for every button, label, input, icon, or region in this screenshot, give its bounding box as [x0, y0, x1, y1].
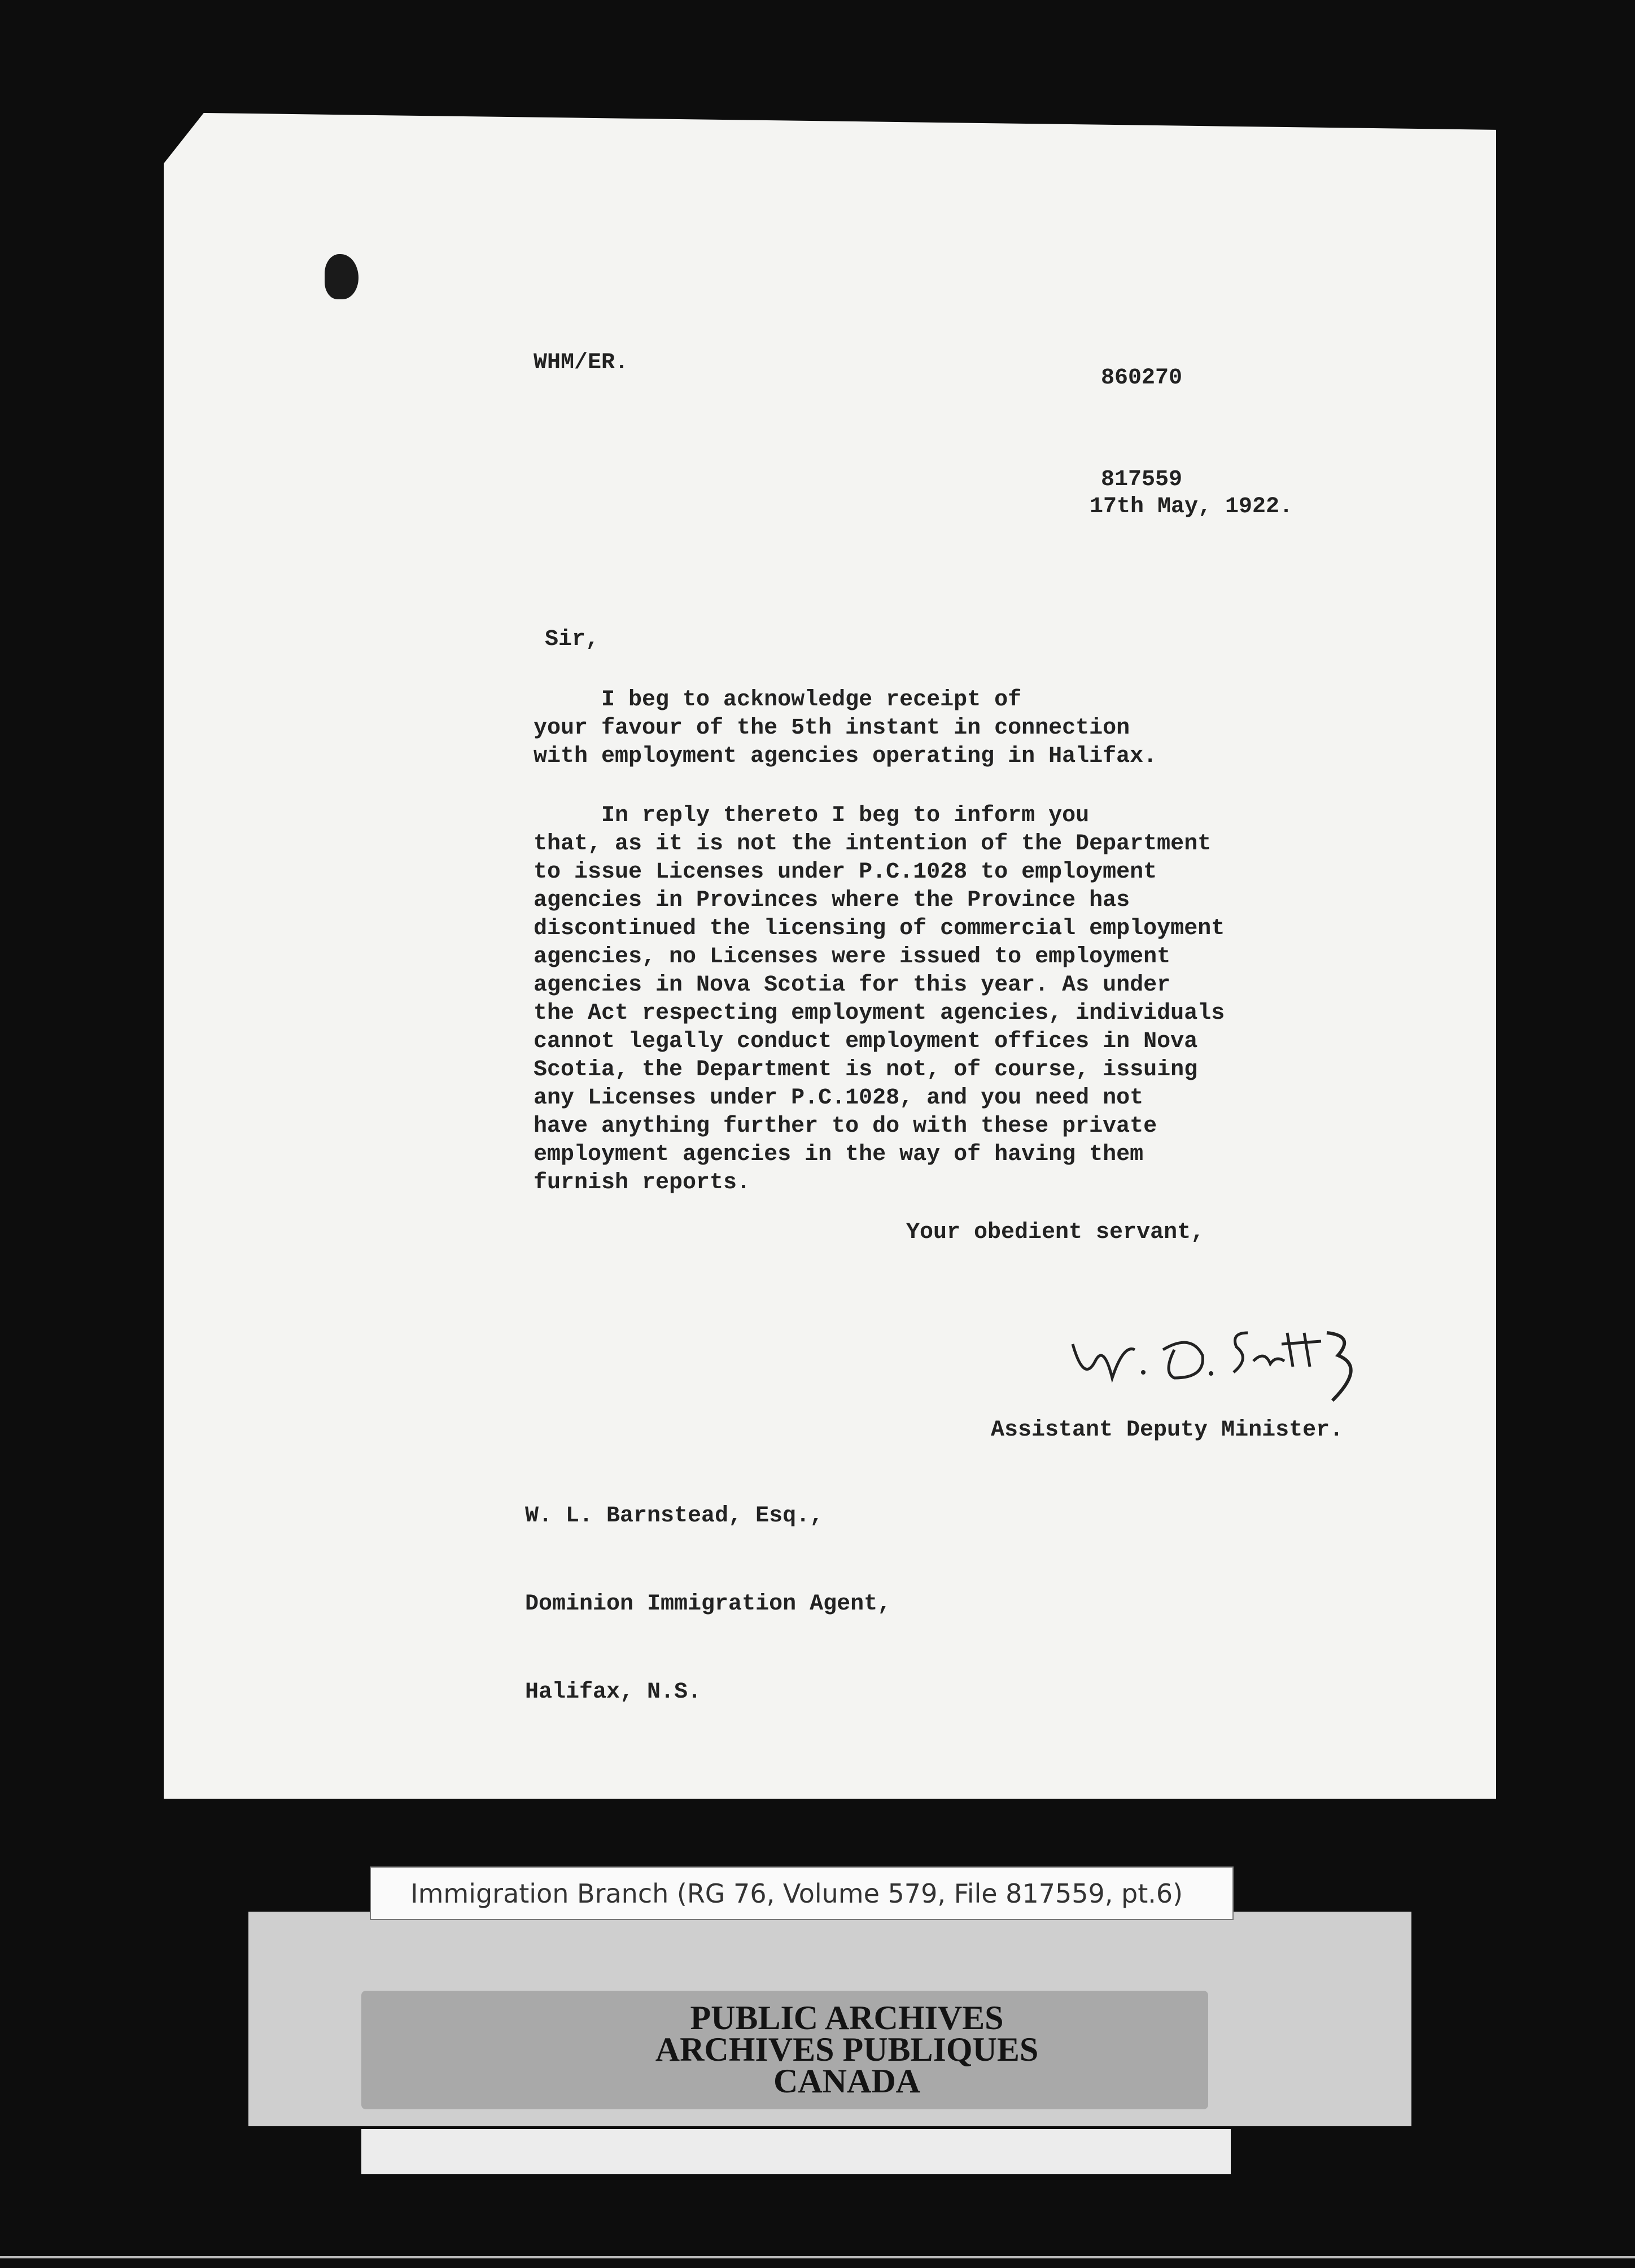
- body-line: agencies in Nova Scotia for this year. As under: [534, 972, 1171, 998]
- paragraph-acknowledgement: [534, 686, 1426, 771]
- typist-initials: WHM/ER.: [534, 350, 629, 376]
- addressee-line: Dominion Immigration Agent,: [525, 1591, 891, 1617]
- salutation: Sir,: [545, 627, 600, 652]
- punch-hole-mark: [325, 254, 359, 299]
- archive-stamp: [593, 1999, 1101, 2100]
- signer-title: Assistant Deputy Minister.: [991, 1418, 1344, 1443]
- addressee-block: [525, 1443, 891, 1737]
- letter-date: 17th May, 1922.: [1090, 494, 1293, 520]
- body-line: have anything further to do with these private: [534, 1114, 1157, 1139]
- body-line: your favour of the 5th instant in connection: [534, 716, 1130, 741]
- closing: Your obedient servant,: [906, 1220, 1205, 1245]
- body-line: Scotia, the Department is not, of course, issuing: [534, 1057, 1198, 1083]
- body-line: cannot legally conduct employment offices in Nova: [534, 1029, 1198, 1054]
- bottom-paper-strip: [361, 2129, 1231, 2174]
- addressee-line: Halifax, N.S.: [525, 1680, 702, 1705]
- file-ref-2: 817559: [1101, 467, 1183, 492]
- body-line: with employment agencies operating in Halifax.: [534, 744, 1157, 769]
- body-line: to issue Licenses under P.C.1028 to employment: [534, 860, 1157, 885]
- body-line: that, as it is not the intention of the Department: [534, 831, 1212, 857]
- body-line: discontinued the licensing of commercial employment: [534, 916, 1225, 941]
- body-line: agencies, no Licenses were issued to employment: [534, 944, 1171, 970]
- body-line: any Licenses under P.C.1028, and you need not: [534, 1085, 1144, 1111]
- body-line: agencies in Provinces where the Province has: [534, 888, 1130, 913]
- bottom-border-line: [0, 2256, 1635, 2258]
- stamp-line: ARCHIVES PUBLIQUES: [655, 2031, 1039, 2068]
- body-line: the Act respecting employment agencies, individuals: [534, 1001, 1225, 1026]
- stamp-line: CANADA: [773, 2062, 920, 2100]
- file-ref-1: 860270: [1101, 365, 1183, 391]
- body-line: I beg to acknowledge receipt of: [534, 687, 1022, 713]
- body-line: employment agencies in the way of having them: [534, 1142, 1144, 1167]
- body-line: In reply thereto I beg to inform you: [534, 803, 1090, 828]
- stamp-line: PUBLIC ARCHIVES: [690, 1999, 1004, 2036]
- handwritten-signature: [1061, 1310, 1378, 1423]
- body-line: furnish reports.: [534, 1170, 751, 1196]
- addressee-line: W. L. Barnstead, Esq.,: [525, 1503, 824, 1529]
- paragraph-reply: [534, 802, 1426, 1197]
- archive-caption: Immigration Branch (RG 76, Volume 579, File 817559, pt.6): [370, 1866, 1234, 1920]
